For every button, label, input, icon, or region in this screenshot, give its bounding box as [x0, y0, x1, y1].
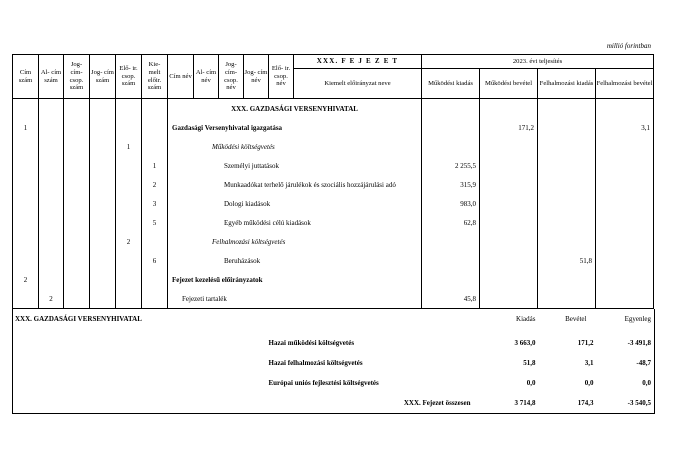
- table-cell: -3 491,8: [627, 339, 651, 347]
- table-cell: [64, 213, 90, 232]
- table-row: [13, 270, 654, 289]
- table-cell: 983,0: [422, 194, 480, 213]
- table-cell: 2 255,5: [422, 156, 480, 175]
- table-cell: [13, 251, 39, 270]
- table-cell: -48,7: [636, 359, 651, 367]
- table-cell: [596, 270, 654, 289]
- table-cell: [116, 194, 142, 213]
- table-cell: [538, 156, 596, 175]
- table-cell: 1: [116, 137, 142, 156]
- table-cell: [39, 156, 64, 175]
- table-cell: [596, 137, 654, 156]
- table-cell: [64, 156, 90, 175]
- table-cell: 0,0: [584, 379, 594, 387]
- table-cell: [64, 99, 90, 119]
- summary-label: Hazai felhalmozási költségvetés: [268, 359, 363, 367]
- table-cell: [269, 309, 481, 333]
- table-cell: [538, 118, 596, 137]
- summary-total-label: XXX. Fejezet összesen: [403, 399, 471, 407]
- table-cell: [64, 289, 90, 309]
- table-cell: [480, 99, 538, 119]
- table-cell: [64, 251, 90, 270]
- table-cell: [142, 289, 168, 309]
- table-row: [13, 137, 654, 156]
- table-cell: [90, 99, 116, 119]
- table-cell: 51,8: [523, 359, 536, 367]
- table-cell: [422, 99, 480, 119]
- table-cell: [142, 99, 168, 119]
- table-cell: [596, 213, 654, 232]
- table-cell: [90, 289, 116, 309]
- table-cell: 0,0: [642, 379, 651, 387]
- table-cell: [596, 289, 654, 309]
- summary-table: [12, 309, 655, 414]
- row-name: Beruházások: [168, 251, 422, 270]
- table-cell: [90, 156, 116, 175]
- table-cell: [90, 213, 116, 232]
- table-row: [13, 232, 654, 251]
- header-cim-nev: Cím név: [168, 55, 194, 99]
- row-name: Személyi juttatások: [168, 156, 422, 175]
- table-cell: 45,8: [422, 289, 480, 309]
- table-cell: [90, 194, 116, 213]
- table-cell: [480, 194, 538, 213]
- table-cell: [538, 213, 596, 232]
- header-jogcim-csop-szam: Jog- cím- csop. szám: [64, 55, 90, 99]
- header-cim-szam: Cím szám: [13, 55, 39, 99]
- header-felhalmozasi-kiadas: Felhalmozási kiadás: [538, 69, 596, 99]
- header-mukodesi-kiadas: Működési kiadás: [422, 69, 480, 99]
- table-cell: [13, 99, 39, 119]
- table-cell: [13, 353, 269, 373]
- header-alcim-szam: Al- cím szám: [39, 55, 64, 99]
- table-row: [13, 99, 654, 119]
- table-cell: 1: [13, 118, 39, 137]
- table-cell: 1: [142, 156, 168, 175]
- table-cell: [13, 232, 39, 251]
- row-name: Működési költségvetés: [168, 137, 422, 156]
- table-cell: [116, 118, 142, 137]
- table-cell: 62,8: [422, 213, 480, 232]
- table-cell: [596, 175, 654, 194]
- table-cell: [64, 175, 90, 194]
- table-cell: [90, 251, 116, 270]
- table-cell: [142, 137, 168, 156]
- table-cell: [13, 213, 39, 232]
- header-eloir-csop-nev: Elő- ir. csop. név: [269, 55, 294, 99]
- table-cell: 171,2: [480, 118, 538, 137]
- table-cell: [39, 118, 64, 137]
- table-cell: [116, 175, 142, 194]
- header-jogcim-szam: Jog- cím szám: [90, 55, 116, 99]
- table-cell: [64, 118, 90, 137]
- row-name: Gazdasági Versenyhivatal igazgatása: [168, 118, 422, 137]
- table-cell: [39, 213, 64, 232]
- row-name: Fejezeti tartalék: [168, 289, 422, 309]
- table-row: [13, 213, 654, 232]
- table-row: [13, 289, 654, 309]
- table-cell: 3,1: [584, 359, 594, 367]
- table-cell: [90, 232, 116, 251]
- row-name: Fejezet kezelésű előirányzatok: [168, 270, 422, 289]
- summary-header-row: [13, 309, 655, 333]
- header-felhalmozasi-bevetel: Felhalmozási bevétel: [596, 69, 654, 99]
- table-cell: [480, 251, 538, 270]
- header-fejezet-title: XXX. F E J E Z E T: [294, 55, 422, 69]
- table-cell: [116, 99, 142, 119]
- header-kiemelt-eloir-szam: Kie- melt előir. szám: [142, 55, 168, 99]
- table-cell: [39, 99, 64, 119]
- table-cell: -3 540,5: [627, 399, 651, 407]
- row-name: Egyéb működési célú kiadások: [168, 213, 422, 232]
- table-cell: [538, 175, 596, 194]
- table-cell: [538, 194, 596, 213]
- table-cell: [480, 232, 538, 251]
- table-cell: [596, 232, 654, 251]
- table-cell: [422, 251, 480, 270]
- table-cell: [538, 232, 596, 251]
- summary-row: [13, 333, 655, 353]
- budget-table: [12, 54, 654, 309]
- table-cell: [538, 137, 596, 156]
- section-title: XXX. GAZDASÁGI VERSENYHIVATAL: [168, 99, 422, 119]
- summary-label: Európai uniós fejlesztési költségvetés: [268, 379, 379, 387]
- table-cell: [39, 175, 64, 194]
- table-cell: [422, 137, 480, 156]
- table-cell: [39, 194, 64, 213]
- table-cell: [142, 232, 168, 251]
- header-jogcim-nev: Jog- cím név: [244, 55, 269, 99]
- table-cell: [13, 373, 269, 393]
- summary-title: XXX. GAZDASÁGI VERSENYHIVATAL: [15, 315, 142, 323]
- table-cell: [39, 137, 64, 156]
- table-cell: [13, 156, 39, 175]
- table-cell: 2: [13, 270, 39, 289]
- table-row: [13, 156, 654, 175]
- table-cell: 3 663,0: [514, 339, 536, 347]
- table-cell: 51,8: [538, 251, 596, 270]
- table-cell: 3,1: [596, 118, 654, 137]
- table-cell: 315,9: [422, 175, 480, 194]
- table-cell: [13, 137, 39, 156]
- table-cell: [538, 99, 596, 119]
- table-cell: [480, 175, 538, 194]
- table-cell: [39, 270, 64, 289]
- table-cell: [116, 213, 142, 232]
- table-cell: [596, 99, 654, 119]
- table-cell: [39, 232, 64, 251]
- table-cell: [13, 194, 39, 213]
- table-cell: [90, 137, 116, 156]
- table-cell: [142, 270, 168, 289]
- table-cell: [480, 213, 538, 232]
- table-cell: 174,3: [577, 399, 594, 407]
- table-cell: [480, 137, 538, 156]
- table-cell: [64, 194, 90, 213]
- table-cell: [116, 270, 142, 289]
- table-cell: 6: [142, 251, 168, 270]
- table-cell: [480, 156, 538, 175]
- table-cell: [116, 251, 142, 270]
- table-cell: 2: [116, 232, 142, 251]
- table-row: [13, 175, 654, 194]
- table-cell: 0,0: [526, 379, 536, 387]
- table-cell: [90, 175, 116, 194]
- header-kiemelt-nev: Kiemelt előirányzat neve: [294, 69, 422, 99]
- row-name: Munkaadókat terhelő járulékok és szociális hozzájárulási adó: [168, 175, 422, 194]
- table-cell: [596, 251, 654, 270]
- summary-label: Hazai működési költségvetés: [268, 339, 355, 347]
- table-cell: 171,2: [577, 339, 594, 347]
- table-cell: [596, 156, 654, 175]
- table-cell: [13, 175, 39, 194]
- table-cell: [13, 333, 269, 353]
- header-alcim-nev: Al- cím név: [194, 55, 219, 99]
- table-cell: [480, 270, 538, 289]
- table-cell: [596, 194, 654, 213]
- header-period: 2023. évi teljesítés: [422, 55, 654, 69]
- table-cell: [13, 289, 39, 309]
- summary-row: [13, 373, 655, 393]
- table-cell: [64, 137, 90, 156]
- table-cell: [538, 270, 596, 289]
- table-cell: 5: [142, 213, 168, 232]
- table-cell: [13, 393, 269, 414]
- table-cell: [422, 232, 480, 251]
- table-cell: [90, 270, 116, 289]
- table-row: [13, 251, 654, 270]
- table-cell: [64, 270, 90, 289]
- row-name: Dologi kiadások: [168, 194, 422, 213]
- header-mukodesi-bevetel: Működési bevétel: [480, 69, 538, 99]
- table-cell: [90, 118, 116, 137]
- summary-row: [13, 353, 655, 373]
- table-row: [13, 194, 654, 213]
- summary-col-kiadas: Kiadás: [516, 315, 536, 323]
- table-cell: [422, 270, 480, 289]
- table-cell: [538, 289, 596, 309]
- table-row: [13, 118, 654, 137]
- table-cell: 3 714,8: [514, 399, 536, 407]
- table-cell: 3: [142, 194, 168, 213]
- summary-total-row: [13, 393, 655, 414]
- table-cell: 2: [142, 175, 168, 194]
- header-eloir-csop-szam: Elő- ir. csop. szám: [116, 55, 142, 99]
- table-cell: [39, 251, 64, 270]
- summary-col-bevetel: Bevétel: [565, 315, 587, 323]
- table-cell: [142, 118, 168, 137]
- row-name: Felhalmozási költségvetés: [168, 232, 422, 251]
- table-cell: [422, 118, 480, 137]
- table-cell: [116, 156, 142, 175]
- unit-note: millió forintban: [606, 42, 651, 50]
- summary-col-egyenleg: Egyenleg: [624, 315, 651, 323]
- table-cell: [64, 232, 90, 251]
- table-cell: [480, 289, 538, 309]
- budget-sheet: [12, 54, 654, 414]
- table-cell: 2: [39, 289, 64, 309]
- table-cell: [116, 289, 142, 309]
- header-jogcim-csop-nev: Jog- cím- csop. név: [219, 55, 244, 99]
